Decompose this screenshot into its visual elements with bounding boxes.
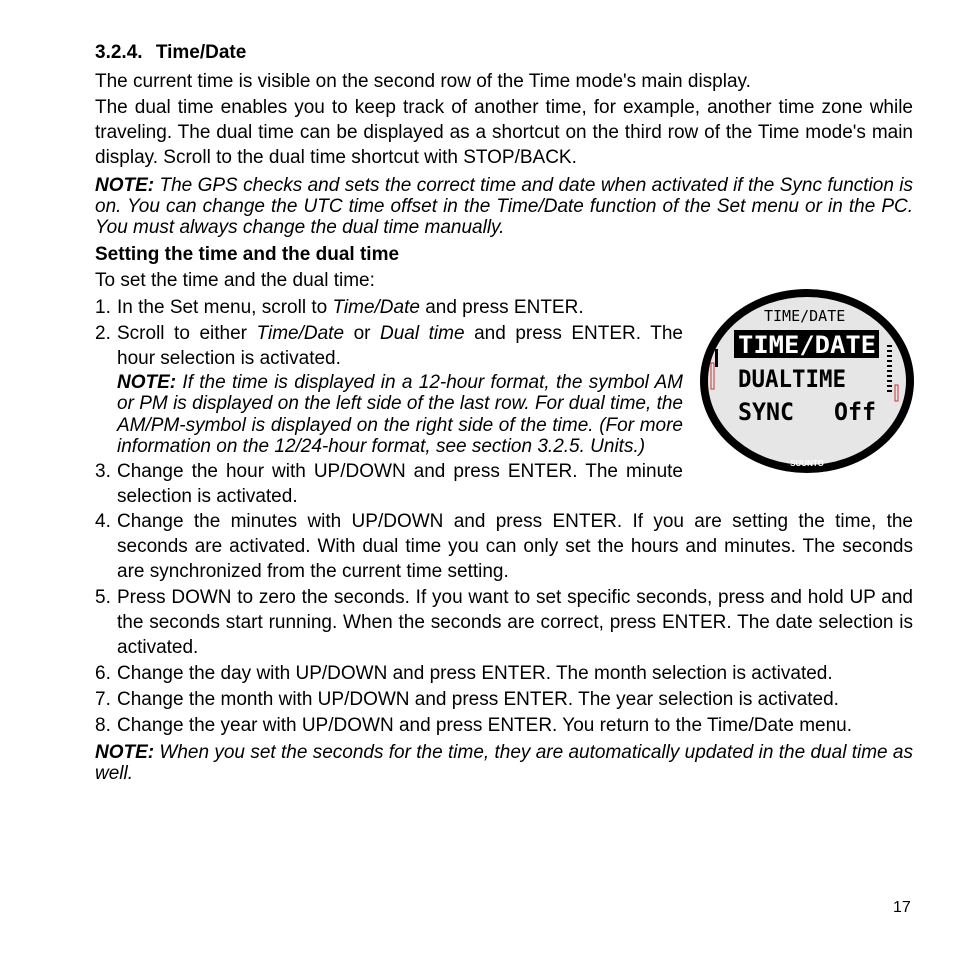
list-item: 8. Change the year with UP/DOWN and press ENTER. You return to the Time/Date menu. — [95, 715, 853, 737]
note-text: If the time is displayed in a 12-hour format, the symbol AM or PM is displayed on the left side of the last row. For dual time, the AM/PM-symbol is displayed on the right side of the time. (For more information on the 12/24-hour format, see section 3.2.5. Units.) — [117, 372, 683, 457]
list-item: 7. Change the month with UP/DOWN and press ENTER. The year selection is activated. — [95, 689, 839, 711]
note-label: NOTE: — [117, 372, 177, 393]
lcd-row-1: TIME/DATE — [738, 331, 876, 359]
section-number: 3.2.4. — [95, 42, 143, 63]
note-gps — [95, 175, 913, 238]
list-item: 5. Press DOWN to zero the seconds. If you want to set specific seconds, press and hold UP and the seconds start running. When the seconds are correct, press ENTER. The date selection is activated. — [95, 587, 913, 659]
intro-paragraph-1: The current time is visible on the second row of the Time mode's main display. — [95, 71, 751, 92]
list-item: 4. Change the minutes with UP/DOWN and press ENTER. If you are setting the time, the seconds are activated. With dual time you can only set the hours and minutes. The seconds are synchronized from the current time setting. — [95, 511, 913, 583]
left-indicator — [715, 349, 718, 367]
note-seconds — [95, 742, 913, 784]
note-text: The GPS checks and sets the correct time and date when activated if the Sync function is on. You can change the UTC time offset in the Time/Date function of the Set menu or in the PC. You must always change the dual time manually. — [95, 175, 913, 238]
list-item: 3. Change the hour with UP/DOWN and press ENTER. The minute selection is activated. — [95, 461, 683, 508]
note-label: NOTE: — [95, 175, 155, 196]
lcd-header: TIME/DATE — [764, 307, 846, 325]
section-title — [95, 40, 913, 65]
list-item: 1. In the Set menu, scroll to Time/Date and press ENTER. — [95, 297, 584, 318]
page-number: 17 — [893, 899, 911, 916]
note-label: NOTE: — [95, 742, 155, 764]
brand-logo: SUUNTO — [790, 459, 824, 468]
list-item: 2. Scroll to either Time/Date or Dual time and press ENTER. The hour selection is activated. NOTE: If the time is displayed in a 12-hour format, the symbol AM or PM is displayed on the left side of the last row. For dual time, the AM/PM-symbol is displayed on the right side of the time. (For more information on the 12/24-hour format, see section 3.2.5. Units.) — [95, 323, 683, 457]
list-item: 6. Change the day with UP/DOWN and press ENTER. The month selection is activated. — [95, 663, 833, 685]
lead-text: To set the time and the dual time: — [95, 270, 375, 291]
note-12-hour — [117, 372, 683, 457]
subheading: Setting the time and the dual time — [95, 244, 400, 265]
lcd-row-3-label: SYNC — [738, 398, 794, 426]
watch-display-illustration — [698, 287, 916, 475]
section-title-text: Time/Date — [155, 42, 247, 63]
lcd-row-3-value: Off — [834, 398, 876, 426]
note-text: When you set the seconds for the time, they are automatically updated in the dual time as well. — [95, 742, 913, 785]
lcd-row-2: DUALTIME — [738, 365, 846, 393]
intro-paragraph-2: The dual time enables you to keep track of another time, for example, another time zone while traveling. The dual time can be displayed as a shortcut on the third row of the Time mode's main display. Scroll to the dual time shortcut with STOP/BACK. — [95, 97, 913, 168]
